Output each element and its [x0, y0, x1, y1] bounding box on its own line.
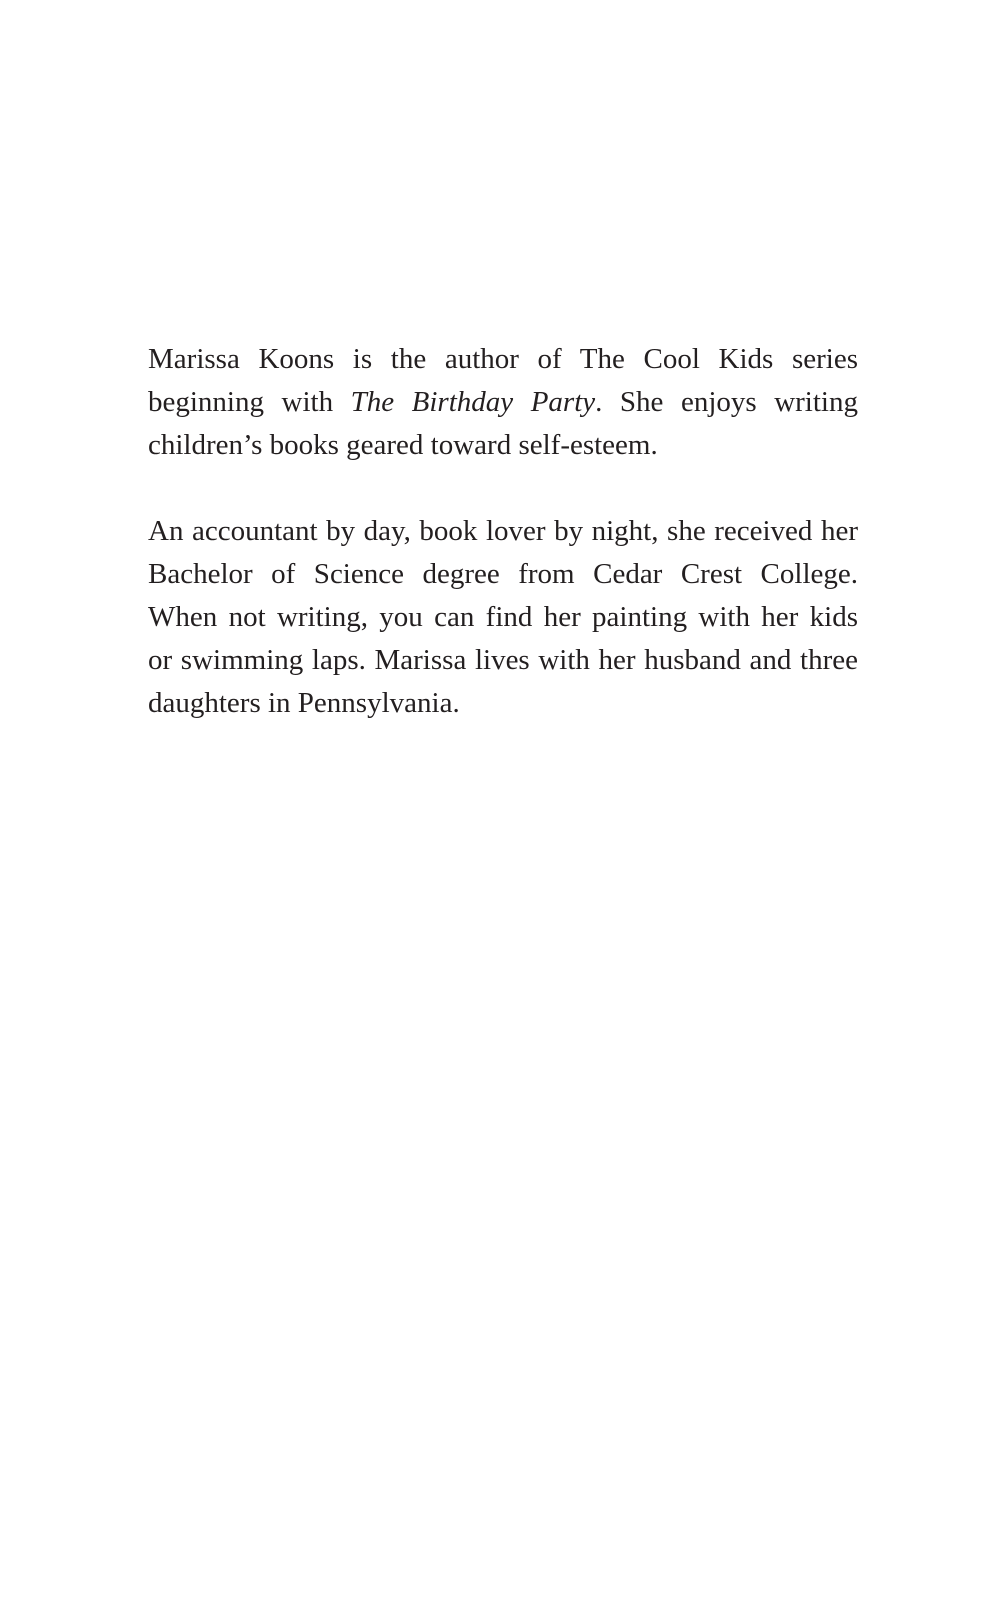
bio-line: An accountant by day, book lover by night, she received her: [148, 515, 858, 547]
bio-line: [148, 381, 858, 424]
bio-text: beginning with: [148, 386, 351, 418]
book-title: The Birthday Party: [350, 386, 596, 418]
bio-line: or swimming laps. Marissa lives with her husband and three: [148, 644, 858, 676]
bio-line: When not writing, you can find her painting with her kids: [148, 601, 858, 633]
bio-text: . She enjoys writing: [595, 386, 858, 418]
bio-line: Bachelor of Science degree from Cedar Crest College.: [148, 558, 858, 590]
bio-paragraph-2: [148, 510, 858, 725]
bio-paragraph-1: [148, 338, 858, 467]
bio-line: daughters in Pennsylvania.: [148, 687, 460, 719]
bio-line: children’s books geared toward self-esteem.: [148, 429, 658, 461]
bio-line: Marissa Koons is the author of The Cool Kids series: [148, 343, 858, 375]
author-bio: [148, 338, 858, 768]
